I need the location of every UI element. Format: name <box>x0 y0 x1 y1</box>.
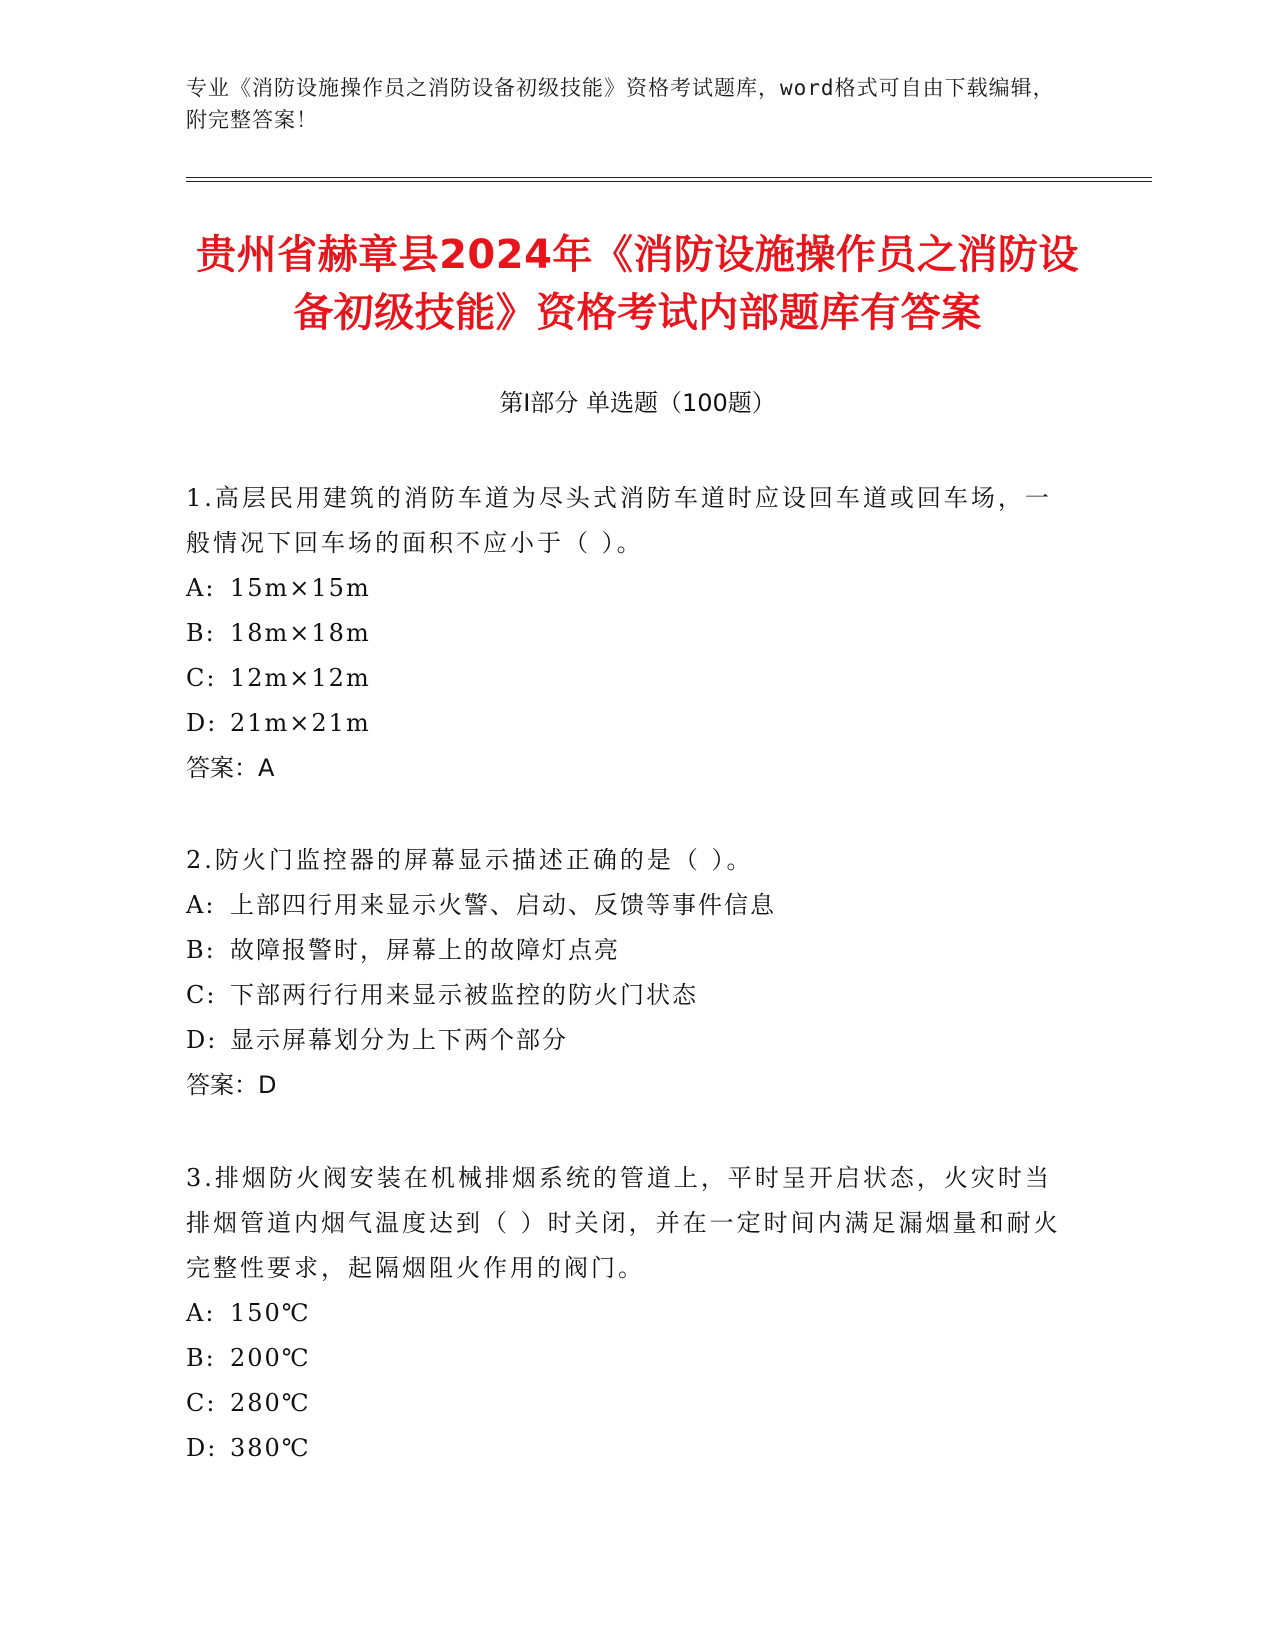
option-a <box>186 566 1066 611</box>
answer-line: 答案：D <box>186 1071 277 1099</box>
document-title: 贵州省赫章县2024年《消防设施操作员之消防设备初级技能》资格考试内部题库有答案 <box>196 232 1079 336</box>
option-text: 15m×15m <box>230 574 371 602</box>
option-letter: D: <box>186 709 218 737</box>
option-letter: A: <box>186 1299 216 1327</box>
option-c <box>186 973 1066 1018</box>
option-text: 380℃ <box>230 1434 311 1462</box>
option-letter: B: <box>186 619 216 647</box>
section-heading: 第I部分 单选题（100题） <box>499 389 776 417</box>
option-text: 200℃ <box>230 1344 311 1372</box>
option-text: 150℃ <box>230 1299 311 1327</box>
option-a <box>186 883 1066 928</box>
option-c <box>186 656 1066 701</box>
option-letter: D: <box>186 1026 218 1054</box>
option-letter: B: <box>186 936 216 964</box>
option-letter: A: <box>186 891 216 919</box>
option-text: 上部四行用来显示火警、启动、反馈等事件信息 <box>230 891 776 919</box>
option-letter: C: <box>186 981 217 1009</box>
question-stem: 3.排烟防火阀安装在机械排烟系统的管道上，平时呈开启状态，火灾时当排烟管道内烟气温度达到（ ）时关闭，并在一定时间内满足漏烟量和耐火完整性要求，起隔烟阻火作用的阀门。 <box>186 1164 1061 1282</box>
header-note: 专业《消防设施操作员之消防设备初级技能》资格考试题库，word格式可自由下载编辑，附完整答案！ <box>186 76 1055 132</box>
option-c <box>186 1381 1066 1426</box>
question-2 <box>186 838 1066 1108</box>
option-d <box>186 1018 1066 1063</box>
option-text: 280℃ <box>230 1389 311 1417</box>
question-stem: 1.高层民用建筑的消防车道为尽头式消防车道时应设回车道或回车场，一般情况下回车场的面积不应小于（ ）。 <box>186 484 1052 557</box>
option-text: 下部两行行用来显示被监控的防火门状态 <box>230 981 698 1009</box>
option-d <box>186 701 1066 746</box>
question-stem: 2.防火门监控器的屏幕显示描述正确的是（ ）。 <box>186 846 754 874</box>
option-letter: A: <box>186 574 216 602</box>
option-text: 21m×21m <box>230 709 371 737</box>
option-letter: C: <box>186 664 217 692</box>
option-letter: B: <box>186 1344 216 1372</box>
option-b <box>186 928 1066 973</box>
question-1 <box>186 476 1066 791</box>
option-b <box>186 611 1066 656</box>
option-text: 12m×12m <box>230 664 371 692</box>
question-3 <box>186 1156 1066 1471</box>
header-divider-bottom <box>186 181 1152 182</box>
option-text: 故障报警时，屏幕上的故障灯点亮 <box>230 936 620 964</box>
option-b <box>186 1336 1066 1381</box>
option-text: 18m×18m <box>230 619 371 647</box>
option-letter: C: <box>186 1389 217 1417</box>
option-a <box>186 1291 1066 1336</box>
option-letter: D: <box>186 1434 218 1462</box>
header-divider-top <box>186 177 1152 178</box>
answer-line: 答案：A <box>186 754 275 782</box>
option-text: 显示屏幕划分为上下两个部分 <box>230 1026 568 1054</box>
option-d <box>186 1426 1066 1471</box>
